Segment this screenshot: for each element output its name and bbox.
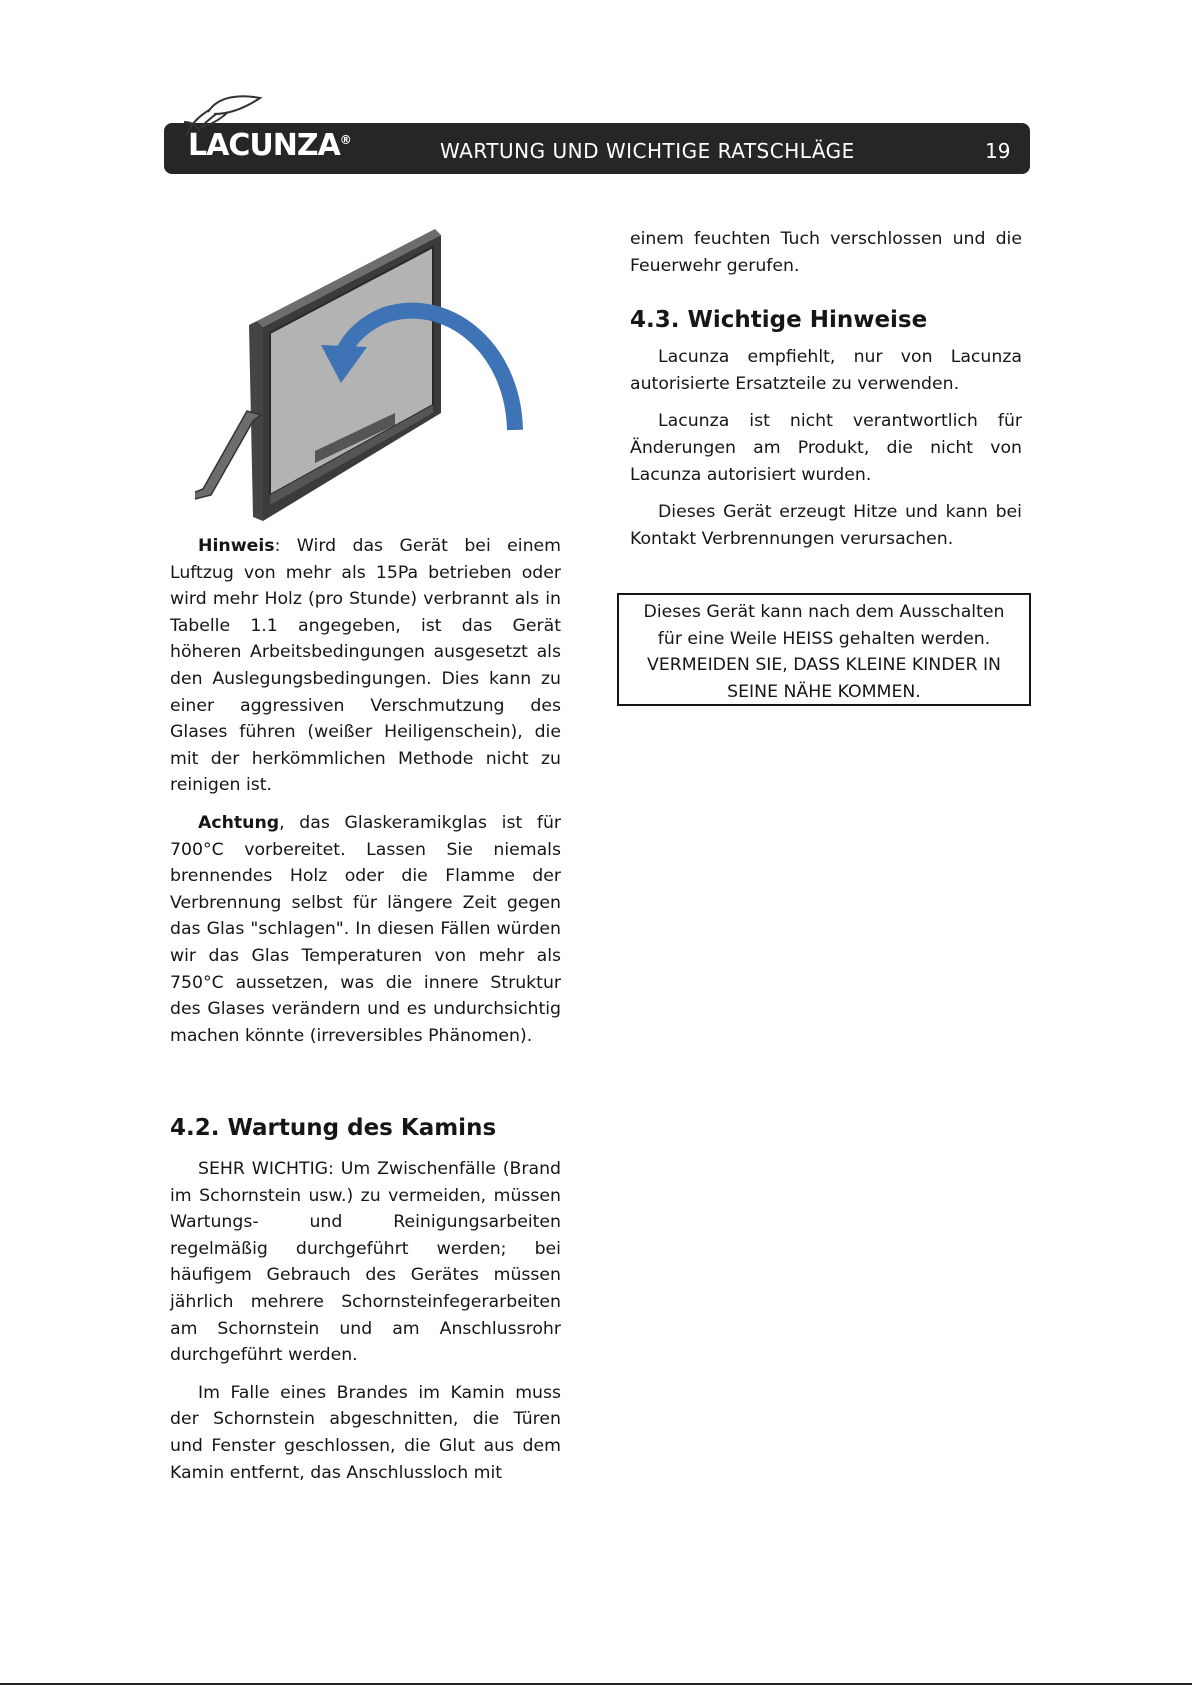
header-title: WARTUNG UND WICHTIGE RATSCHLÄGE — [440, 139, 855, 163]
warning-box — [617, 593, 1031, 706]
warning-line-4: SEINE NÄHE KOMMEN. — [727, 681, 921, 702]
achtung-paragraph — [170, 810, 561, 1049]
section-43-p3: Dieses Gerät erzeugt Hitze und kann bei Kontakt Verbrennungen verursachen. — [630, 502, 1022, 549]
stove-door-illustration — [195, 225, 525, 525]
section-42-p2: Im Falle eines Brandes im Kamin muss der Schornstein abgeschnitten, die Türen und Fenster geschlossen, die Glut aus dem Kamin entfernt, das Anschlussloch mit — [170, 1382, 561, 1483]
achtung-label: Achtung — [198, 812, 280, 833]
hinweis-paragraph — [170, 533, 561, 799]
section-42-heading-wrap — [170, 1113, 561, 1143]
warning-line-2: für eine Weile HEISS gehalten werden. — [657, 628, 991, 649]
continuation-paragraph: einem feuchten Tuch verschlossen und die Feuerwehr gerufen. — [630, 229, 1022, 276]
warning-line-3: VERMEIDEN SIE, DASS KLEINE KINDER IN — [647, 655, 1001, 675]
section-42-p1: SEHR WICHTIG: Um Zwischenfälle (Brand im Schornstein usw.) zu vermeiden, müssen Wartungs- und Reinigungsarbeiten regelmäßig durchgeführt werden; bei häufigem Gebrauch des Gerätes müssen jährlich mehrere Schornsteinfegerarbeiten am Schornstein und am Anschlussrohr durchgeführt werden. — [170, 1159, 561, 1366]
warning-line-1: Dieses Gerät kann nach dem Ausschalten — [643, 602, 1005, 622]
section-43-p2: Lacunza ist nicht verantwortlich für Änderungen am Produkt, die nicht von Lacunza autorisiert wurden. — [630, 411, 1022, 485]
left-column — [170, 533, 561, 1060]
section-42-body — [170, 1156, 561, 1497]
section-43-title: 4.3. Wichtige Hinweise — [630, 307, 928, 334]
hinweis-text: : Wird das Gerät bei einem Luftzug von mehr als 15Pa betrieben oder wird mehr Holz (pro Stunde) verbrannt als in Tabelle 1.1 angegeben, ist das Gerät höheren Arbeitsbedingungen ausgesetzt als den Auslegungsbedingungen. Dies kann zu einer aggressiven Verschmutzung des Glases führen (weißer Heiligenschein), die mit der herkömmlichen Methode nicht zu reinigen ist. — [170, 536, 561, 796]
section-43-p1: Lacunza empfiehlt, nur von Lacunza autorisierte Ersatzteile zu verwenden. — [630, 347, 1022, 394]
section-42-title: 4.2. Wartung des Kamins — [170, 1115, 497, 1141]
logo-wordmark: LACUNZA® — [188, 128, 351, 163]
hinweis-label: Hinweis — [198, 536, 275, 556]
achtung-text: , das Glaskeramikglas ist für 700°C vorbereitet. Lassen Sie niemals brennendes Holz oder die Flamme der Verbrennung selbst für längere Zeit gegen das Glas "schlagen". In diesen Fällen würden wir das Glas Temperaturen von mehr als 750°C aussetzen, was die innere Struktur des Glases verändern und es undurchsichtig machen könnte (irreversibles Phänomen). — [170, 812, 561, 1046]
page-number: 19 — [985, 139, 1011, 163]
right-column — [630, 226, 1022, 563]
